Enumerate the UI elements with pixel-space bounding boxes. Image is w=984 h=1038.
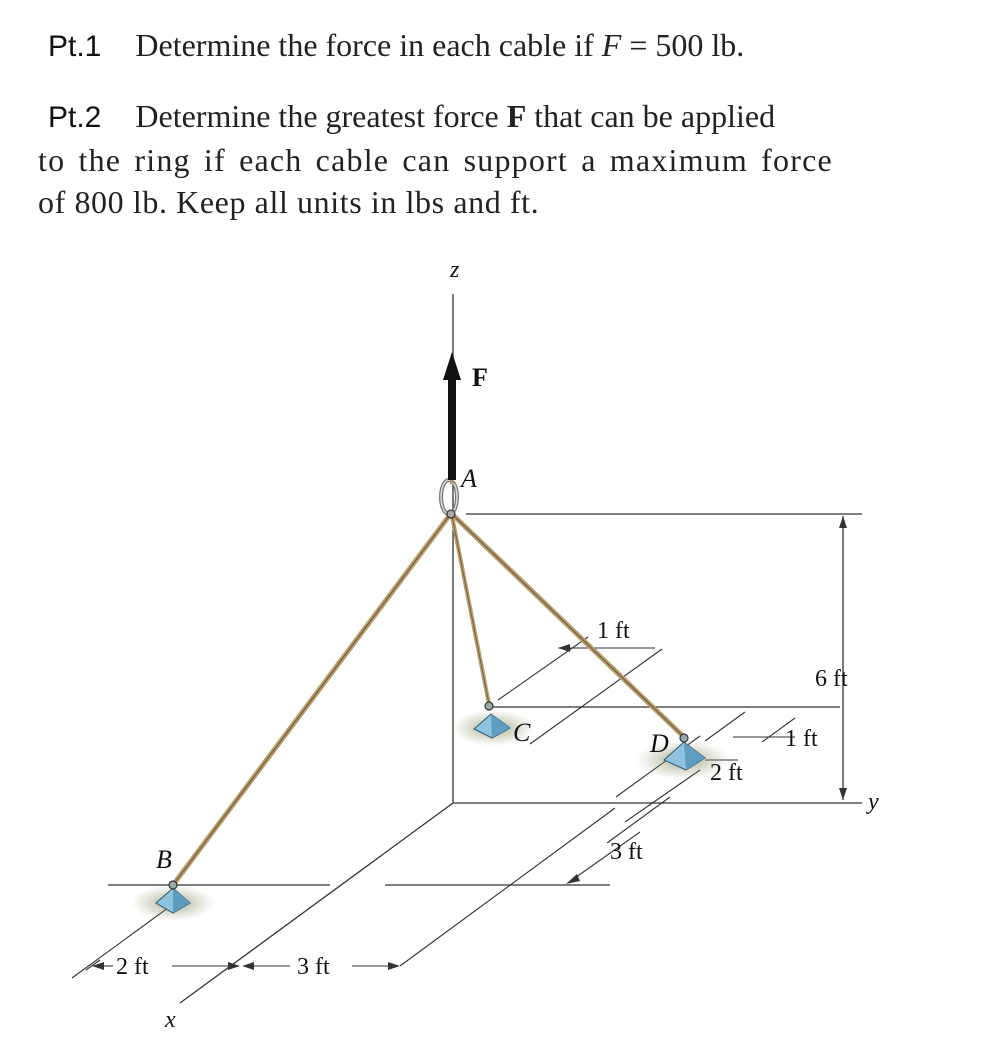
z-axis-label: z [450, 257, 460, 283]
dim-2ft-bottom-label: 2 ft [116, 954, 149, 980]
dim-3ft-bottom-arrow-right [388, 962, 400, 970]
y-axis-label: y [868, 789, 879, 815]
dim-1ft-right-label: 1 ft [785, 726, 818, 752]
part-2-line2: to the ring if each cable can support a maximum force [38, 142, 833, 178]
dim-6ft-arrow-bottom [839, 788, 847, 800]
point-a-label: A [461, 464, 477, 493]
dim-3ft-bottom-arrow-left [242, 962, 254, 970]
part-2-line1-pre: Determine the greatest force [135, 98, 507, 134]
point-c-label: C [513, 718, 531, 747]
part-1-variable: F [601, 27, 622, 63]
point-d-label: D [650, 729, 669, 758]
part-1-text-pre: Determine the force in each cable if [135, 27, 602, 63]
dim-1ft-top-arrow [558, 644, 570, 652]
dim-bottom-right-ext [400, 808, 615, 966]
dim-6ft-arrow-top [839, 516, 847, 528]
part-2-force-bold: F [506, 98, 527, 134]
force-label: F [472, 363, 488, 392]
dim-1ft-top-label: 1 ft [597, 618, 630, 644]
cable-ab-edge [173, 516, 449, 885]
x-axis-label: x [165, 1007, 176, 1033]
dim-6ft-label: 6 ft [815, 666, 848, 692]
c-guide-diagonal [498, 637, 588, 700]
point-b-label: B [156, 845, 172, 874]
dim-3ft-label: 3 ft [610, 839, 643, 865]
dim-3ft-bottom-label: 3 ft [297, 954, 330, 980]
part-1-text-post: = 500 lb. [621, 27, 745, 63]
ring-a [441, 480, 457, 518]
part-1-label: Pt.1 [48, 30, 102, 63]
dim-2ft-right-label: 2 ft [710, 760, 743, 786]
part-2-line3: of 800 lb. Keep all units in lbs and ft. [38, 184, 540, 220]
dim-2ft-bottom-arrow-left [92, 962, 104, 970]
force-arrow [443, 352, 461, 484]
part-2-label: Pt.2 [48, 101, 102, 134]
part-2-line1-post: that can be applied [526, 98, 776, 134]
dim-3ft-ext [607, 797, 670, 843]
